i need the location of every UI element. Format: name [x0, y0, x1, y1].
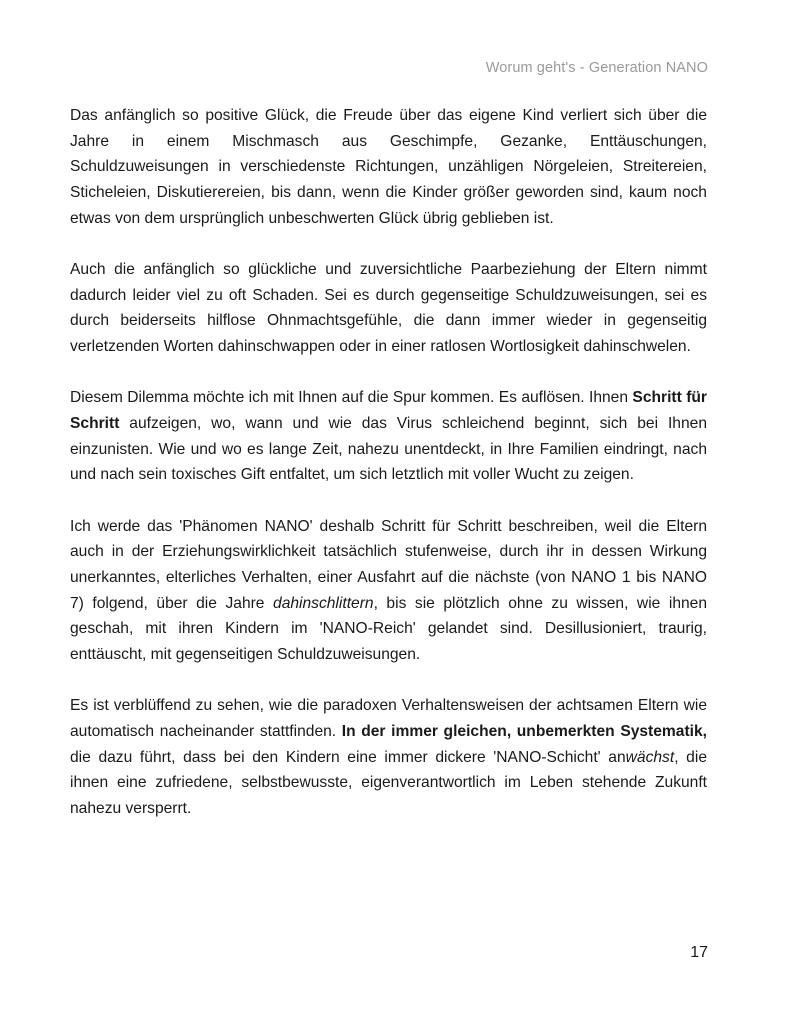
paragraph	[70, 257, 707, 360]
body-text	[70, 103, 707, 847]
bold-emphasis: Schritt für Schritt	[70, 389, 707, 433]
text-segment: , die ihnen eine zufriedene, selbstbewusste, eigenverantwortlich im Leben stehende Zukunft nahezu versperrt.	[70, 748, 707, 818]
text-segment: die dazu führt, dass bei den Kindern eine immer dickere 'NANO-Schicht' an	[70, 748, 626, 766]
text-segment: aufzeigen, wo, wann und wie das Virus schleichend beginnt, sich bei Ihnen einzunisten. Wie und wo es lange Zeit, nahezu unentdeckt, in Ihre Familien eindringt, nach und nach sein toxisches Gift entfaltet, um sich letztlich mit voller Wucht zu zeigen.	[70, 415, 707, 484]
paragraph	[70, 693, 707, 822]
text-segment: Das anfänglich so positive Glück, die Freude über das eigene Kind verliert sich über die Jahre in einem Mischmasch aus Geschimpfe, Gezanke, Enttäuschungen, Schuldzuweisungen in verschiedenste Richtungen, unzähligen Nörgeleien, Streitereien, Sticheleien, Diskutierereien, bis dann, wenn die Kinder größer geworden sind, kaum noch etwas von dem ursprünglich unbeschwerten Glück übrig geblieben ist.	[70, 107, 707, 227]
paragraph	[70, 103, 707, 232]
text-segment: Ich werde das 'Phänomen NANO' deshalb Schritt für Schritt beschreiben, weil die Eltern auch in der Erziehungswirklichkeit tatsächlich stufenweise, durch ihr in dessen Wirkung unerkanntes, elterliches Verhalten, einer Ausfahrt auf die nächste (von NANO 1 bis NANO 7) folgend, über die Jahre	[70, 517, 707, 612]
bold-emphasis: In der immer gleichen, unbemerkten Systematik,	[341, 723, 707, 741]
paragraph	[70, 514, 707, 668]
italic-emphasis: wächst	[625, 748, 675, 766]
text-segment: Diesem Dilemma möchte ich mit Ihnen auf die Spur kommen. Es auflösen. Ihnen	[70, 389, 633, 407]
paragraph	[70, 385, 707, 488]
text-segment: Es ist verblüffend zu sehen, wie die paradoxen Verhaltensweisen der achtsamen Eltern wie automatisch nacheinander stattfinden.	[70, 697, 707, 741]
page-number: 17	[690, 944, 708, 961]
italic-emphasis: dahinschlittern	[273, 594, 374, 612]
running-header: Worum geht's - Generation NANO	[485, 60, 708, 76]
text-segment: , bis sie plötzlich ohne zu wissen, wie ihnen geschah, mit ihren Kindern im 'NANO-Reich' gelandet sind. Desillusioniert, traurig, enttäuscht, mit gegenseitigen Schuldzuweisungen.	[70, 594, 708, 664]
text-segment: Auch die anfänglich so glückliche und zuversichtliche Paarbeziehung der Eltern nimmt dadurch leider viel zu oft Schaden. Sei es durch gegenseitige Schuldzuweisungen, sei es durch beiderseits hilflose Ohnmachtsgefühle, die dann immer wieder in gegenseitig verletzenden Worten dahinschwappen oder in einer ratlosen Wortlosigkeit dahinschwelen.	[70, 261, 707, 356]
